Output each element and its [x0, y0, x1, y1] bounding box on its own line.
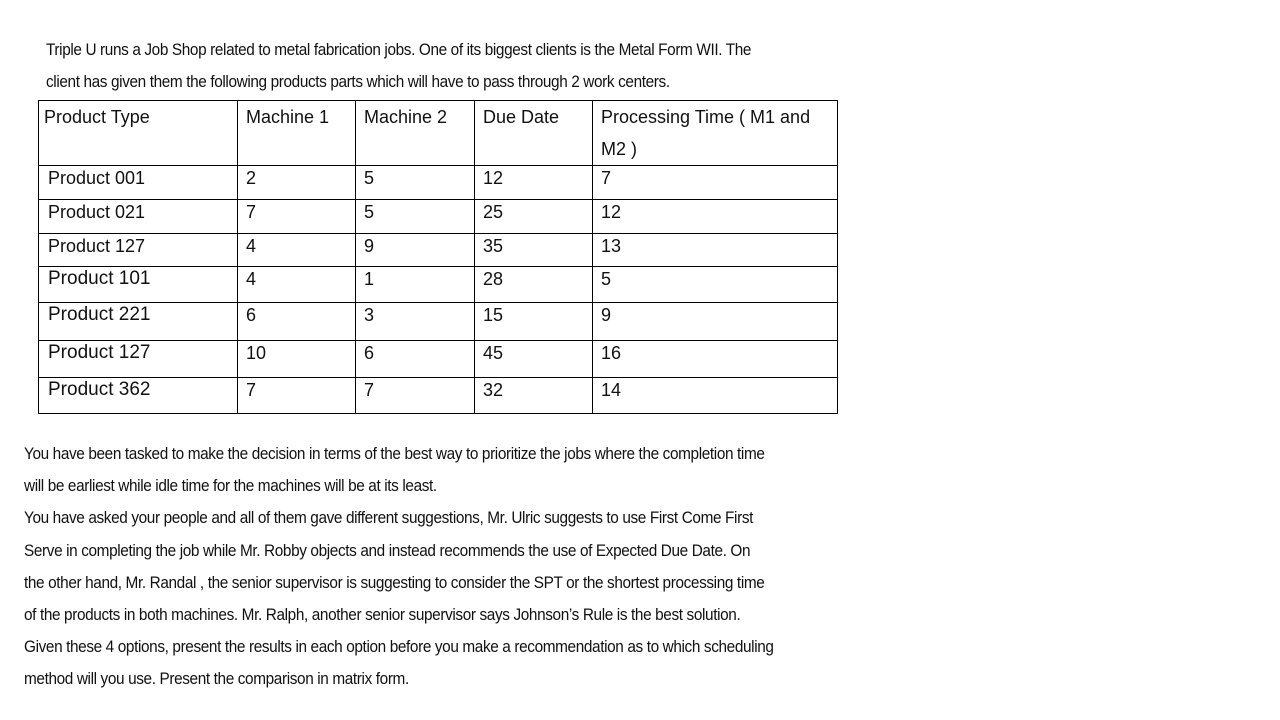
task-line: of the products in both machines. Mr. Ralph, another senior supervisor says Johnson’s Rule is the best solution.	[24, 606, 741, 625]
cell-machine-1: 7	[238, 200, 356, 234]
cell-machine-1: 10	[238, 341, 356, 378]
cell-machine-1: 2	[238, 166, 356, 200]
cell-product: Product 001	[39, 166, 238, 200]
cell-product: Product 021	[39, 200, 238, 234]
cell-due-date: 25	[475, 200, 593, 234]
cell-machine-1: 4	[238, 267, 356, 303]
intro-paragraph	[46, 34, 771, 98]
cell-product: Product 362	[39, 378, 238, 414]
task-line: method will you use. Present the comparison in matrix form.	[24, 670, 409, 689]
cell-due-date: 28	[475, 267, 593, 303]
cell-due-date: 45	[475, 341, 593, 378]
task-line: will be earliest while idle time for the machines will be at its least.	[24, 477, 437, 496]
cell-machine-1: 4	[238, 234, 356, 267]
intro-line: client has given them the following products parts which will have to pass through 2 work centers.	[46, 73, 670, 91]
cell-product: Product 221	[39, 303, 238, 341]
header-processing-time-line1: Processing Time ( M1 and	[601, 107, 811, 127]
task-line: You have been tasked to make the decision in terms of the best way to prioritize the jobs where the completion time	[24, 445, 765, 463]
cell-machine-2: 5	[356, 166, 475, 200]
header-product-type: Product Type	[39, 101, 238, 166]
cell-machine-2: 6	[356, 341, 475, 378]
header-processing-time-line2: M2 )	[601, 139, 637, 159]
table-row	[39, 166, 838, 200]
task-line: the other hand, Mr. Randal , the senior supervisor is suggesting to consider the SPT or the shortest processing time	[24, 573, 765, 592]
cell-product: Product 127	[39, 341, 238, 378]
cell-processing-time: 9	[593, 303, 838, 341]
cell-machine-2: 3	[356, 303, 475, 341]
table-row	[39, 303, 838, 341]
products-table	[38, 100, 838, 414]
task-paragraph	[24, 438, 774, 696]
cell-processing-time: 13	[593, 234, 838, 267]
cell-due-date: 15	[475, 303, 593, 341]
header-processing-time	[593, 101, 838, 166]
cell-due-date: 32	[475, 378, 593, 414]
table-row	[39, 200, 838, 234]
cell-machine-1: 6	[238, 303, 356, 341]
cell-machine-2: 5	[356, 200, 475, 234]
cell-processing-time: 12	[593, 200, 838, 234]
header-machine-2: Machine 2	[356, 101, 475, 166]
task-line: You have asked your people and all of them gave different suggestions, Mr. Ulric suggests to use First Come First	[24, 509, 754, 528]
cell-processing-time: 7	[593, 166, 838, 200]
task-line: Serve in completing the job while Mr. Robby objects and instead recommends the use of Expected Due Date. On	[24, 541, 751, 560]
cell-processing-time: 14	[593, 378, 838, 414]
cell-machine-2: 9	[356, 234, 475, 267]
table-row	[39, 378, 838, 414]
table-row	[39, 341, 838, 378]
table-row	[39, 267, 838, 303]
cell-processing-time: 5	[593, 267, 838, 303]
table-row	[39, 234, 838, 267]
cell-processing-time: 16	[593, 341, 838, 378]
cell-machine-2: 1	[356, 267, 475, 303]
table-header-row	[39, 101, 838, 166]
task-line: Given these 4 options, present the results in each option before you make a recommendation as to which scheduling	[24, 638, 774, 657]
cell-due-date: 12	[475, 166, 593, 200]
cell-machine-2: 7	[356, 378, 475, 414]
header-due-date: Due Date	[475, 101, 593, 166]
cell-due-date: 35	[475, 234, 593, 267]
intro-line: Triple U runs a Job Shop related to metal fabrication jobs. One of its biggest clients is the Metal Form WII. The	[46, 41, 752, 59]
cell-product: Product 101	[39, 267, 238, 303]
cell-machine-1: 7	[238, 378, 356, 414]
header-machine-1: Machine 1	[238, 101, 356, 166]
cell-product: Product 127	[39, 234, 238, 267]
